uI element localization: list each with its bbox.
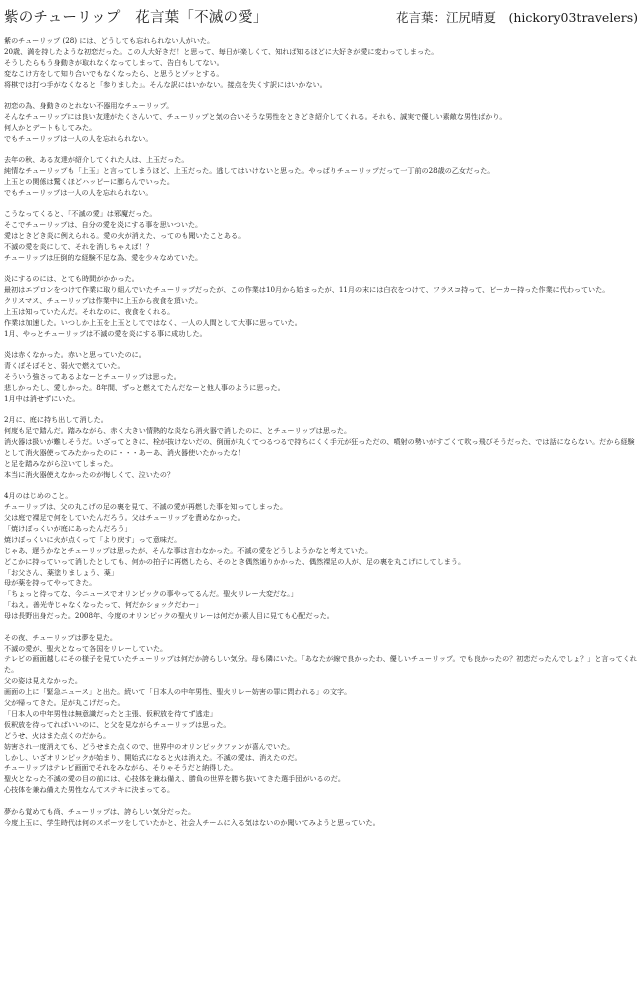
story-paragraph — [4, 36, 638, 91]
story-line: どうせ、火はまた点くのだから。 — [4, 730, 111, 740]
story-line: 「焼けぼっくいが庭にあったんだろう」 — [4, 523, 132, 533]
story-line: 消火器は扱いが難しそうだ。いざってときに、栓が抜けないだの、倒面が丸くてつるつるで持ちにくく手元が狂っただの、噴射の勢いがすごくて吹っ飛びそうだった、では話にならない。だから経験として消火器使ってみたかったのに・・・あーあ、消火器使いたかったな！ — [4, 437, 635, 457]
story-line: 焼けぼっくいに火が点くって「より戻す」って意味だ。 — [4, 534, 182, 544]
story-line: 今度上玉に、学生時代は何のスポーツをしていたかと、社会人チームに入る気はないのか聞いてみようと思っていた。 — [4, 817, 380, 827]
story-line: 不滅の愛を炎にして、それを消しちゃえば！？ — [4, 242, 153, 251]
story-line: 炎にするのには、とても時間がかかった。 — [4, 274, 139, 284]
story-line: 何度も足で踏んだ。踏みながら、赤く大きい情熱的な炎なら消火器で消したのに、とチューリップは思った。 — [4, 426, 352, 436]
story-paragraph — [4, 209, 638, 264]
story-paragraph — [4, 807, 638, 829]
story-line: 母が薬を持ってやってきた。 — [4, 578, 97, 588]
story-line: 純情なチューリップも「上玉」と言ってしまうほど、上玉だった。逃してはいけないと思った。やっぱりチューリップだって一丁前の28歳の乙女だった。 — [4, 166, 495, 176]
story-line: 「ちょっと待ってな、今ニュースでオリンピックの事やってるんだ。聖火リレー大変だな。」 — [4, 589, 298, 599]
story-line: 夢から覚めても尚、チューリップは、誇らしい気分だった。 — [4, 806, 196, 816]
story-line: 上玉は知っていたんだ。それなのに、夜食をくれる。 — [4, 307, 175, 317]
story-line: 1月中は消せずにいた。 — [4, 393, 80, 403]
page-title: 紫のチューリップ 花言葉「不滅の愛」 — [4, 10, 268, 26]
story-line: じゃあ、遅うかなとチューリップは思ったが、そんな事は言わなかった。不滅の愛をどうしようかなと考えていた。 — [4, 545, 373, 555]
story-line: でもチューリップは一人の人を忘れられない。 — [4, 187, 153, 197]
story-line: 聖火となった不滅の愛の目の前には、心技体を兼ね備え、勝負の世界を勝ち抜いてきた選手団がいるのだ。 — [4, 774, 345, 784]
story-line: 父が帰ってきた。足が丸こげだった。 — [4, 698, 125, 708]
story-line: チューリップはテレビ画面でそれをみながら、そりゃそうだと納得した。 — [4, 763, 238, 773]
story-paragraph — [4, 101, 638, 145]
story-line: 上玉との関係は驚くほどハッピーに膨らんでいった。 — [4, 176, 174, 186]
story-line: そういう強さってあるよなーとチューリップは思った。 — [4, 372, 181, 382]
story-line: 仮釈放を待ってればいいのに、と父を見ながらチューリップは思った。 — [4, 719, 231, 729]
story-line: 母は長野出身だった。2008年、今度のオリンピックの聖火リレーは何だか素人目に見ても心配だった。 — [4, 611, 334, 621]
story-paragraph — [4, 350, 638, 405]
story-line: しかし、いざオリンピックが始まり、開始式になると火は消えた。不滅の愛は、消えたのだ。 — [4, 752, 302, 762]
story-line: 「日本人の中年男性は無意識だったと主張、仮釈放を待てず逃走」 — [4, 708, 217, 718]
story-line: 初恋の為、身動きのとれない不器用なチューリップ。 — [4, 101, 174, 111]
story-line: 悲しかったし、愛しかった。8年間、ずっと燃えてたんだなーと他人事のように思った。 — [4, 382, 285, 392]
story-line: と足を踏みながら泣いてしまった。 — [4, 458, 118, 468]
story-line: 作業は加速した。いつしか上玉を上玉としてではなく、一人の人間として大事に思っていた。 — [4, 317, 302, 327]
story-line: 1月、やっとチューリップは不滅の愛を炎にする事に成功した。 — [4, 328, 207, 338]
story-line: 変なこけ方をして知り合いでもなくなったら、と思うとゾッとする。 — [4, 68, 224, 78]
story-line: 本当に消火器使えなかったのが悔しくて、泣いたの？ — [4, 469, 175, 479]
story-line: 4月のはじめのこと。 — [4, 491, 73, 501]
story-line: 何人かとデートもしてみた。 — [4, 122, 97, 132]
story-line: 心技体を兼ね備えた男性なんてステキに決まってる。 — [4, 785, 175, 795]
story-line: そんなチューリップには良い友達がたくさんいて、チューリップと気の合いそうな男性をときどき紹介してくれる。それも、誠実で優しい素敵な男性ばかり。 — [4, 111, 507, 121]
story-line: 「ねえ。善光寺じゃなくなったって、何だかショックだわー」 — [4, 600, 203, 610]
story-line: 愛はときどき炎に例えられる。愛の火が消えた、ってのも聞いたことある。 — [4, 231, 246, 241]
story-paragraph — [4, 415, 638, 480]
story-line: どこかに持っていって消したとしても、何かの拍子に再燃したら、そのとき偶然通りかかった、偶然裸足の人が、足の裏を丸こげにしてしまう。 — [4, 556, 466, 566]
story-line: 青くぼそぼそと、弱火で燃えていた。 — [4, 361, 125, 371]
story-paragraph — [4, 274, 638, 339]
story-line: その夜、チューリップは夢を見た。 — [4, 632, 118, 642]
story-line: クリスマス、チューリップは作業中に上玉から夜食を頂いた。 — [4, 296, 203, 306]
story-body — [4, 36, 638, 829]
story-line: そこでチューリップは、自分の愛を炎にする事を思いついた。 — [4, 220, 203, 230]
story-line: 父は庭で裸足で何をしていたんだろう。父はチューリップを責めなかった。 — [4, 513, 245, 523]
story-line: 不滅の愛が、聖火となって各国をリレーしていた。 — [4, 643, 168, 653]
story-line: こうなってくると、「不滅の愛」は邪魔だった。 — [4, 209, 157, 219]
story-line: 最初はエプロンをつけて作業に取り組んでいたチューリップだったが、この作業は10月から始まったが、11月の末には白衣をつけて、フラスコ持って、ビーカー持った作業に代わっていた。 — [4, 285, 610, 295]
story-line: 去年の秋、ある友達が紹介してくれた人は、上玉だった。 — [4, 155, 189, 165]
story-line: 「お父さん、薬塗りましょう、薬」 — [4, 567, 118, 577]
story-line: 紫のチューリップ (28) には、どうしても忘れられない人がいた。 — [4, 36, 215, 45]
story-line: 父の姿は見えなかった。 — [4, 676, 83, 686]
story-line: そうしたらもう身動きが取れなくなってしまって、告白もしてない。 — [4, 57, 224, 67]
story-paragraph — [4, 491, 638, 622]
story-line: 20歳、満を持したような初恋だった。この人大好きだ！と思って、毎日が楽しくて、知れば知るほどに大好きが愛に変わってしまった。 — [4, 46, 439, 56]
story-line: チューリップは、父の丸こげの足の裏を見て、不滅の愛が再燃した事を知ってしまった。 — [4, 502, 288, 512]
story-paragraph — [4, 633, 638, 797]
story-line: 炎は赤くなかった。赤いと思っていたのに。 — [4, 350, 146, 360]
story-line: 画面の上に「緊急ニュース」と出た。続いて「日本人の中年男性、聖火リレー妨害の罪に問われる」の文字。 — [4, 687, 352, 697]
story-line: でもチューリップは一人の人を忘れられない。 — [4, 133, 153, 143]
story-line: チューリップは圧倒的な経験不足な為、愛を少々なめていた。 — [4, 252, 203, 262]
document-header — [4, 6, 638, 36]
byline: 花言葉：江尻晴夏 (hickory03travelers) — [395, 10, 638, 25]
story-line: 妨害され一度消えても、どうせまた点くので、世界中のオリンピックファンが喜んでいた。 — [4, 741, 295, 751]
story-line: テレビの画面越しにその様子を見ていたチューリップは何だか誇らしい気分。母も隣にいた。「あなたが線で良かったわ、優しいチューリップ。でも良かったの？初恋だったんでしょ？」と言ってくれた。 — [4, 654, 637, 675]
story-paragraph — [4, 155, 638, 199]
story-line: 将棋では打つ手がなくなると「参りました」。そんな訳にはいかない。接点を失くす訳にはいかない。 — [4, 79, 327, 89]
story-line: 2月に、庭に持ち出して消した。 — [4, 415, 108, 425]
